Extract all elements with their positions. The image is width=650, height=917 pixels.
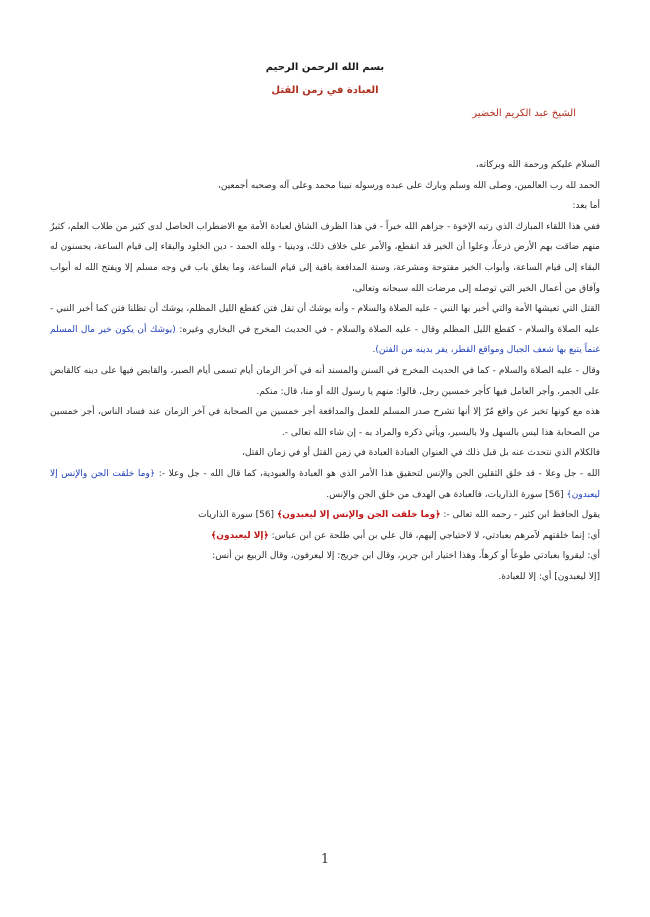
paragraph: وقال - عليه الصلاة والسلام - كما في الحديث المخرج في السنن والمسند أنه في آخر الزمان أيام تسمى أيام الصبر، والقابض فيها على دينه كالقابض على الجمر، وأجر العامل فيها كأجر خمسين رجل، قالوا: منهم يا رسول الله أو منا، قال: منكم. (50, 365, 600, 397)
quran-verse: ﴿إلا ليعبدون﴾ (211, 530, 269, 541)
paragraph-text: يقول الحافظ ابن كثير - رحمه الله تعالى -: (443, 510, 600, 521)
paragraph (50, 464, 600, 505)
paragraph: هذه مع كونها تخبر عن واقع مُرّ إلا أنها تشرح صدر المسلم للعمل والمدافعة أجر خمسين من الصحابة في آخر الزمان عند فساد الناس، أجر خمسين من الصحابة هذا ليس بالسهل ولا باليسير، ويأتي ذكره والمراد به - إن شاء الله تعالى -. (50, 407, 600, 438)
paragraph: السلام عليكم ورحمة الله وبركاته، (475, 160, 600, 170)
paragraph: أما بعد: (572, 201, 600, 212)
basmala: بسم الله الرحمن الرحيم (265, 62, 385, 73)
quran-verse: ﴿وما خلقت الجن والإنس إلا ليعبدون﴾ (50, 468, 600, 500)
paragraph: [إلا ليعبدون] أي: إلا للعبادة. (498, 571, 600, 582)
paragraph: أي: ليقروا بعبادتي طوعاً أو كرهاً، وهذا اختيار ابن جرير، وقال ابن جريج: إلا ليعرفون، وقال الربيع بن أنس: (212, 551, 600, 562)
document-body (50, 155, 600, 587)
paragraph-text: الله - جل وعلا - قد خلق الثقلين الجن والإنس لتحقيق هذا الأمر الذي هو العبادة والعبودية، كما قال الله - جل وعلا -: (158, 468, 600, 479)
paragraph: ففي هذا اللقاء المبارك الذي رتبه الإخوة - جزاهم الله خيراً - في هذا الظرف الشاق لعبادة الأمة مع الاضطراب الحاصل لدى كثير من طلاب العلم، كثيرٌ منهم ضاقت بهم الأرض ذرعاً، وعلوا أن الخير قد انقطع، والأمر على خلاف ذلك، ودينيا - ولله الحمد - دين الخلود والبقاء إلى قيام الساعة، يحسنون له البقاء إلى قيام الساعة، وأبواب الخير مفتوحة ومشرعة، وسنة المدافعة باقية إلى قيام الساعة، وما يغلق باب في وجه مسلم إلا ويفتح الله له أبواب وآفاق من أعمال الخير التي توصله إلى مرضات الله سبحانه وتعالى، (50, 221, 600, 294)
hadith-quote: (يوشك أن يكون خير مال المسلم غنماً يتبع بها شعف الجبال ومواقع القطر، يفر بدينه من الفتن) (50, 324, 600, 356)
paragraph-text: أي: إنما خلقتهم لآمرهم بعبادتي، لا لاحتياجي إليهم، قال علي بن أبي طلحة عن ابن عباس: (271, 530, 600, 541)
paragraph: القتل التي تعيشها الأمة والتي أخبر بها النبي - عليه الصلاة والسلام - وأنه يوشك أن تقل فتن كقطع الليل المظلم، يوشك أن تظلنا فتن كما أخبر النبي - عليه الصلاة والسلام - كقطع الليل المظلم وقال - عليه الصلاة والسلام - في الحديث المخرج في البخاري وغيره: (يوشك أن يكون خير مال المسلم غنماً يتبع بها شعف الجبال ومواقع القطر، يفر بدينه من الفتن). (50, 304, 600, 356)
document-title: العبادة في زمن القتل (271, 85, 379, 96)
author-name: الشيخ عبد الكريم الخضير (472, 108, 576, 119)
paragraph: فالكلام الذي نتحدث عنه بل قبل ذلك في العنوان العبادة العبادة في زمن القتل أو في زمان القتل، (242, 448, 600, 459)
page-number: 1 (320, 852, 330, 867)
paragraph-text: ، فالعبادة هي الهدف من خلق الجن والإنس. (326, 489, 488, 500)
verse-reference: [56] سورة الذاريات (198, 510, 275, 521)
verse-reference: [56] سورة الذاريات (487, 489, 564, 500)
paragraph (50, 505, 600, 526)
paragraph: الحمد لله رب العالمين، وصلى الله وسلم وبارك على عبده ورسوله نبينا محمد وعلى آله وصحبه أجمعين، (217, 180, 600, 191)
paragraph (50, 526, 600, 547)
paragraph-text: القتل التي تعيشها الأمة والتي أخبر بها النبي - عليه الصلاة والسلام - وأنه يوشك أن تقل فتن كقطع الليل المظلم، يوشك أن تظلنا فتن كما أخبر النبي - عليه الصلاة والسلام - كقطع الليل المظلم وقال - عليه الصلاة والسلام - في الحديث المخرج في البخاري وغيره: (50, 304, 600, 335)
quran-verse: ﴿وما خلقت الجن والإنس إلا ليعبدون﴾ (276, 510, 441, 521)
